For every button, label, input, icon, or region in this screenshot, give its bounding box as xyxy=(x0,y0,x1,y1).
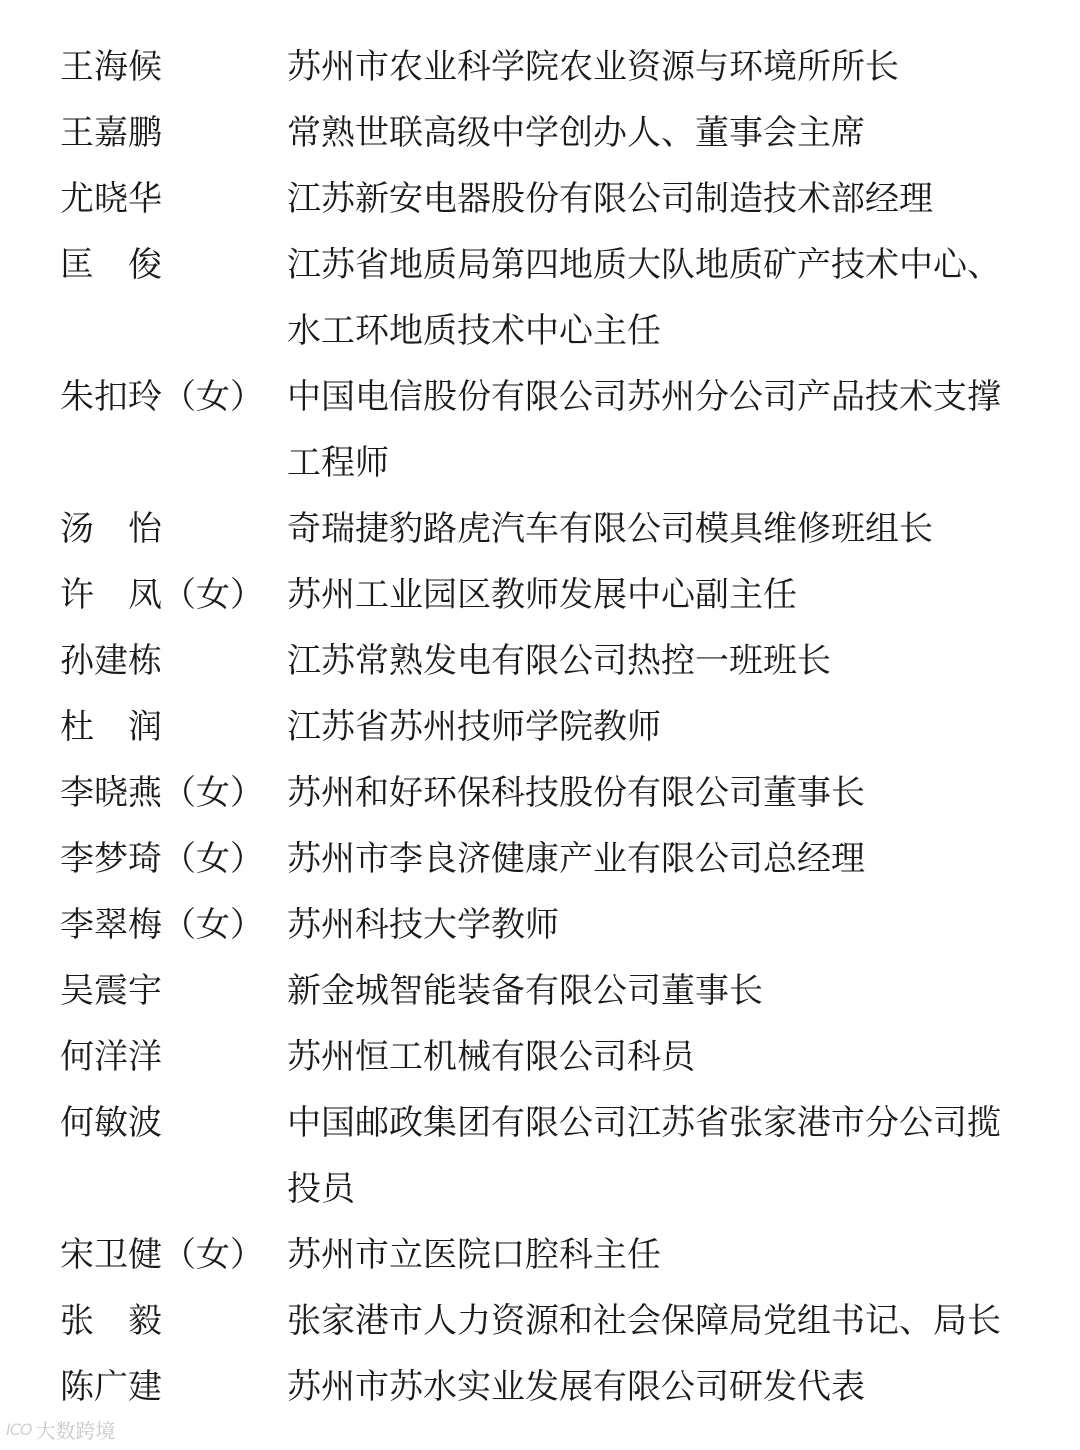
person-name: 李晓燕（女） xyxy=(60,773,264,813)
person-name: 何敏波 xyxy=(60,1103,162,1143)
person-title xyxy=(287,364,1050,496)
person-name: 张 毅 xyxy=(60,1301,162,1341)
person-name: 孙建栋 xyxy=(60,641,162,681)
person-name: 李梦琦（女） xyxy=(60,839,264,879)
person-title xyxy=(287,958,1050,1024)
list-item xyxy=(60,628,1050,694)
list-item xyxy=(60,1222,1050,1288)
title-line: 苏州恒工机械有限公司科员 xyxy=(287,1037,695,1077)
title-line: 中国电信股份有限公司苏州分公司产品技术支撑 xyxy=(287,377,1001,417)
title-line: 苏州市苏水实业发展有限公司研发代表 xyxy=(287,1367,865,1407)
person-name: 许 凤（女） xyxy=(60,575,264,615)
title-line: 江苏省地质局第四地质大队地质矿产技术中心、 xyxy=(287,245,1001,285)
person-name: 匡 俊 xyxy=(60,245,162,285)
list-item xyxy=(60,562,1050,628)
person-title xyxy=(287,1288,1050,1354)
person-title xyxy=(287,628,1050,694)
title-line: 苏州市立医院口腔科主任 xyxy=(287,1235,661,1275)
person-name: 陈广建 xyxy=(60,1367,162,1407)
person-name: 王海候 xyxy=(60,47,162,87)
list-item xyxy=(60,166,1050,232)
title-line: 张家港市人力资源和社会保障局党组书记、局长 xyxy=(287,1301,1001,1341)
list-item xyxy=(60,496,1050,562)
person-name: 尤晓华 xyxy=(60,179,162,219)
list-item xyxy=(60,760,1050,826)
person-title xyxy=(287,34,1050,100)
title-line: 投员 xyxy=(287,1169,355,1209)
person-title xyxy=(287,166,1050,232)
list-item xyxy=(60,826,1050,892)
honoree-list xyxy=(60,34,1050,1420)
list-item xyxy=(60,1024,1050,1090)
person-title xyxy=(287,232,1050,364)
person-title xyxy=(287,1024,1050,1090)
watermark-logo-icon: ICO xyxy=(6,1419,32,1439)
person-name: 汤 怡 xyxy=(60,509,162,549)
title-line: 江苏省苏州技师学院教师 xyxy=(287,707,661,747)
title-line: 苏州市农业科学院农业资源与环境所所长 xyxy=(287,47,899,87)
list-item xyxy=(60,232,1050,364)
person-name: 朱扣玲（女） xyxy=(60,377,264,417)
list-item xyxy=(60,694,1050,760)
title-line: 苏州市李良济健康产业有限公司总经理 xyxy=(287,839,865,879)
list-item xyxy=(60,892,1050,958)
person-name: 杜 润 xyxy=(60,707,162,747)
list-item xyxy=(60,364,1050,496)
title-line: 水工环地质技术中心主任 xyxy=(287,311,661,351)
list-item xyxy=(60,958,1050,1024)
person-name: 何洋洋 xyxy=(60,1037,162,1077)
title-line: 工程师 xyxy=(287,443,389,483)
title-line: 奇瑞捷豹路虎汽车有限公司模具维修班组长 xyxy=(287,509,933,549)
person-title xyxy=(287,826,1050,892)
title-line: 江苏常熟发电有限公司热控一班班长 xyxy=(287,641,831,681)
watermark-text: 大数跨境 xyxy=(35,1418,116,1443)
person-title xyxy=(287,1354,1050,1420)
title-line: 江苏新安电器股份有限公司制造技术部经理 xyxy=(287,179,933,219)
list-item xyxy=(60,1090,1050,1222)
person-title xyxy=(287,760,1050,826)
watermark xyxy=(6,1414,115,1444)
list-item xyxy=(60,34,1050,100)
person-title xyxy=(287,1222,1050,1288)
title-line: 常熟世联高级中学创办人、董事会主席 xyxy=(287,113,865,153)
person-title xyxy=(287,496,1050,562)
person-name: 吴震宇 xyxy=(60,971,162,1011)
title-line: 苏州和好环保科技股份有限公司董事长 xyxy=(287,773,865,813)
person-title xyxy=(287,1090,1050,1222)
person-title xyxy=(287,892,1050,958)
title-line: 苏州工业园区教师发展中心副主任 xyxy=(287,575,797,615)
person-name: 王嘉鹏 xyxy=(60,113,162,153)
list-item xyxy=(60,100,1050,166)
list-item xyxy=(60,1288,1050,1354)
person-title xyxy=(287,694,1050,760)
person-title xyxy=(287,100,1050,166)
person-name: 李翠梅（女） xyxy=(60,905,264,945)
list-item xyxy=(60,1354,1050,1420)
person-name: 宋卫健（女） xyxy=(60,1235,264,1275)
title-line: 苏州科技大学教师 xyxy=(287,905,559,945)
title-line: 中国邮政集团有限公司江苏省张家港市分公司揽 xyxy=(287,1103,1001,1143)
title-line: 新金城智能装备有限公司董事长 xyxy=(287,971,763,1011)
person-title xyxy=(287,562,1050,628)
